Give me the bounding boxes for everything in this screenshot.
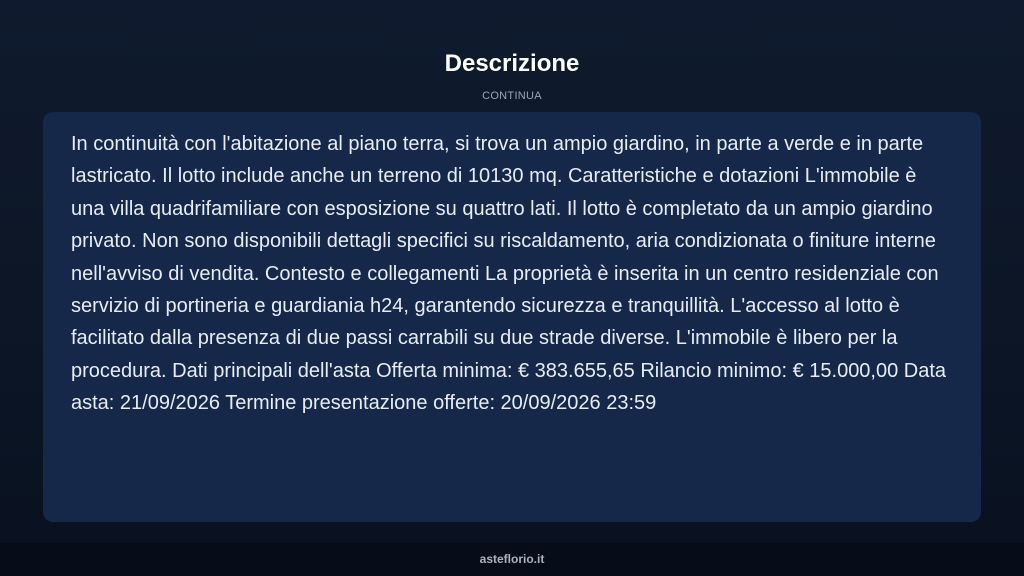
page-subtitle: CONTINUA bbox=[482, 90, 542, 102]
page-title: Descrizione bbox=[444, 50, 580, 77]
footer-bar bbox=[0, 543, 1024, 576]
footer-domain: asteflorio.it bbox=[479, 552, 545, 566]
description-text: In continuità con l'abitazione al piano terra, si trova un ampio giardino, in parte a verde e in parte lastricato. Il lotto include anche un terreno di 10130 mq. Caratteristiche e dotazioni L'immobile è una villa quadrifamiliare con esposizione su quattro lati. Il lotto è completato da un ampio giardino privato. Non sono disponibili dettagli specifici su riscaldamento, aria condizionata o finiture interne nell'avviso di vendita. Contesto e collegamenti La proprietà è inserita in un centro residenziale con servizio di portineria e guardiania h24, garantendo sicurezza e tranquillità. L'accesso al lotto è facilitato dalla presenza di due passi carrabili su due strade diverse. L'immobile è libero per la procedura. Dati principali dell'asta Offerta minima: € 383.655,65 Rilancio minimo: € 15.000,00 Data asta: 21/09/2026 Termine presentazione offerte: 20/09/2026 23:59 bbox=[71, 133, 947, 415]
description-card bbox=[43, 112, 981, 522]
